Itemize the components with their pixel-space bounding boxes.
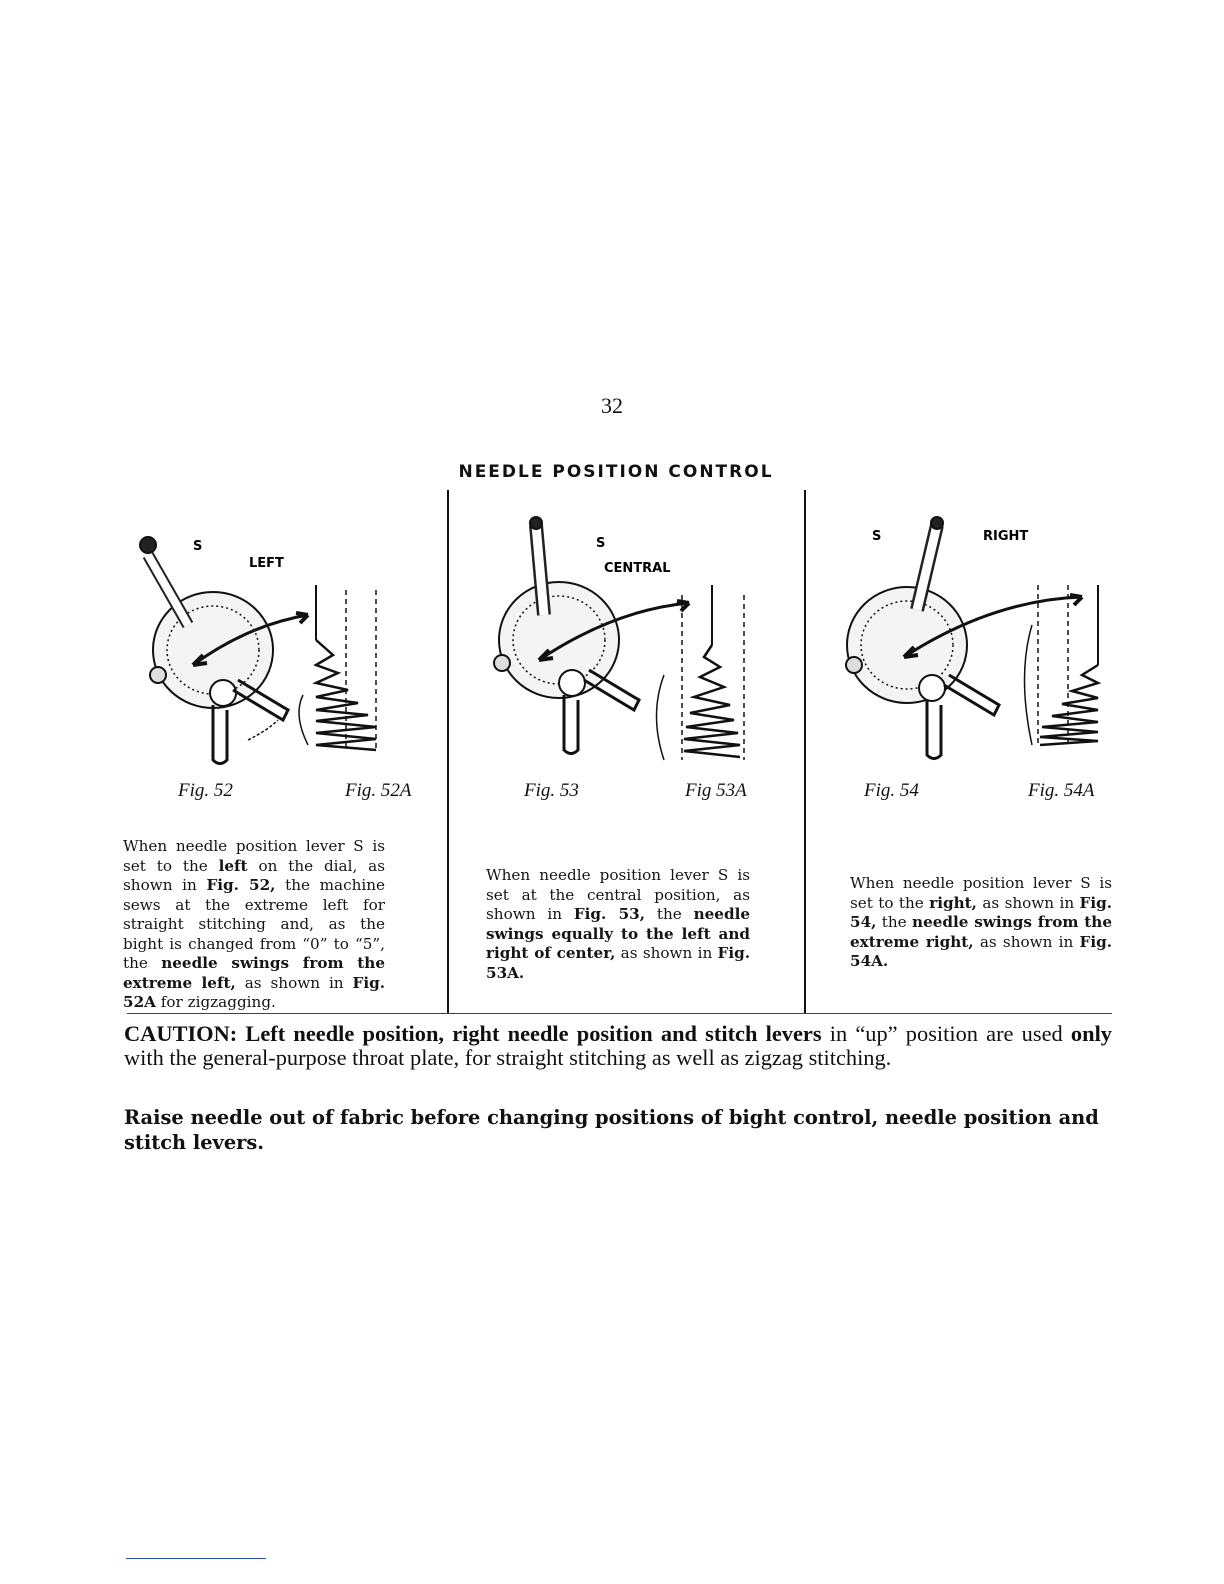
- position-label: LEFT: [249, 556, 284, 571]
- position-label: RIGHT: [983, 529, 1029, 544]
- caption-fig-52a: Fig. 52A: [345, 780, 412, 801]
- description-text-segment: as shown in: [973, 932, 1080, 951]
- description-text-segment: Fig. 52A: [123, 973, 385, 1011]
- position-label: CENTRAL: [604, 561, 671, 576]
- description-text-segment: Fig. 53A.: [486, 944, 750, 982]
- description-text-segment: When needle position lever S is set to the: [123, 837, 385, 875]
- description-text-segment: needle swings from the extreme left,: [123, 954, 386, 992]
- description-text-segment: When needle position lever S is set to the: [850, 874, 1112, 912]
- description-text-segment: needle swings from the extreme right,: [850, 913, 1113, 951]
- figure-52-illustration: [118, 505, 448, 785]
- zigzag-stitch-pattern: [316, 585, 376, 750]
- figure-54-illustration: [832, 505, 1162, 785]
- description-text-segment: When needle position lever S is set at the central position, as shown in: [486, 866, 750, 923]
- description-text-segment: Fig. 54A.: [850, 932, 1112, 970]
- description-text-segment: the machine sews at the extreme left for straight stitching and, as the bight is changed from “0” to “5”, the: [123, 876, 386, 972]
- raise-needle-warning: Raise needle out of fabric before changing positions of bight control, needle position and stitch levers.: [124, 1106, 1099, 1154]
- caution-emphasis: only: [1070, 1021, 1112, 1046]
- zigzag-stitch-pattern: [1038, 585, 1098, 745]
- footnote-rule: [126, 1558, 266, 1559]
- zigzag-stitch-pattern: [682, 585, 744, 760]
- caution-text-end: with the general-purpose throat plate, for straight stitching as well as zigzag stitching.: [124, 1045, 892, 1070]
- description-text-segment: the: [645, 905, 694, 923]
- caption-fig-53: Fig. 53: [524, 780, 579, 801]
- lever-s-label: S: [872, 529, 882, 544]
- column-divider: [804, 490, 806, 1014]
- description-text-segment: on the dial, as shown in: [123, 856, 385, 894]
- description-text-segment: right,: [929, 893, 977, 912]
- dial-illustration: [494, 517, 689, 760]
- caution-text: in “up” position are used: [821, 1021, 1071, 1046]
- description-text-segment: Fig. 54,: [850, 893, 1112, 931]
- figure-52-description: [123, 837, 385, 1013]
- caption-fig-54: Fig. 54: [864, 780, 919, 801]
- description-text-segment: needle swings equally to the left and right of center,: [486, 905, 750, 962]
- description-text-segment: for zigzagging.: [155, 993, 276, 1011]
- figure-54-description: [850, 874, 1112, 972]
- figure-53-illustration: [474, 505, 804, 785]
- section-title: NEEDLE POSITION CONTROL: [458, 462, 774, 482]
- description-text-segment: as shown in: [235, 973, 353, 992]
- description-text-segment: Fig. 52,: [206, 876, 276, 894]
- caption-fig-52: Fig. 52: [178, 780, 233, 801]
- caption-fig-54a: Fig. 54A: [1028, 780, 1095, 801]
- description-text-segment: as shown in: [615, 944, 718, 962]
- page-number: 32: [601, 393, 623, 418]
- lever-s-label: S: [596, 536, 606, 551]
- description-text-segment: Fig. 53,: [573, 905, 646, 923]
- caption-fig-53a: Fig 53A: [685, 780, 747, 801]
- figure-53-description: [486, 866, 750, 983]
- horizontal-rule: [127, 1013, 1112, 1014]
- dial-illustration: [846, 517, 1082, 759]
- description-text-segment: as shown in: [976, 893, 1080, 912]
- lever-s-label: S: [193, 539, 203, 554]
- caution-heading: CAUTION: Left needle position, right needle position and stitch levers: [124, 1021, 822, 1046]
- caution-note: [124, 1022, 1112, 1070]
- description-text-segment: the: [876, 913, 913, 931]
- description-text-segment: left: [218, 856, 248, 875]
